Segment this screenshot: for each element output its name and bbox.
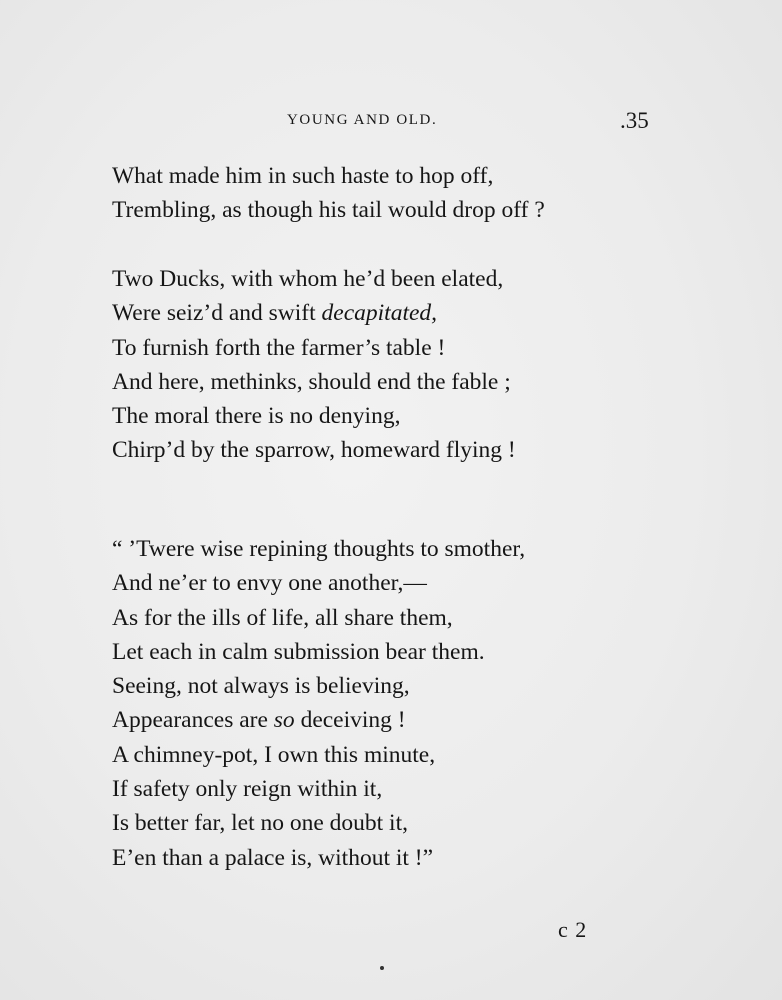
poem-line: As for the ills of life, all share them, [112,604,453,631]
signature-mark: c 2 [558,917,588,942]
ink-speck [380,966,384,970]
poem-line: Two Ducks, with whom he’d been elated, [112,266,504,292]
poem-line: To furnish forth the farmer’s table ! [112,334,446,361]
poem-line: And here, methinks, should end the fable ; [112,368,511,395]
poem-line: What made him in such haste to hop off, [112,163,494,189]
poem-line: Were seiz’d and swift decapitated, [112,300,438,327]
poem-line: Seeing, not always is believing, [112,673,410,700]
poem-line: “ ’Twere wise repining thoughts to smother, [112,536,526,562]
poem-line: A chimney-pot, I own this minute, [112,741,436,768]
italic-emphasis: so [273,707,295,734]
poem-line: Is better far, let no one doubt it, [112,810,408,837]
stanza-2 [112,262,516,468]
poem-line: Let each in calm submission bear them. [112,638,485,665]
poem-line: And ne’er to envy one another,— [112,570,427,597]
running-title: YOUNG AND OLD. [287,112,438,128]
stanza-1 [112,159,545,228]
poem-line: E’en than a palace is, without it !” [112,844,434,871]
poem-line: Appearances are so deceiving ! [112,707,406,734]
poem-line: Chirp’d by the sparrow, homeward flying ! [112,437,516,464]
stanza-3 [112,532,525,875]
page-number: .35 [620,108,649,133]
italic-emphasis: decapitated, [321,300,438,327]
poem-line: The moral there is no denying, [112,403,401,430]
poem-line: Trembling, as though his tail would drop off ? [112,197,545,224]
poem-line: If safety only reign within it, [112,776,383,803]
